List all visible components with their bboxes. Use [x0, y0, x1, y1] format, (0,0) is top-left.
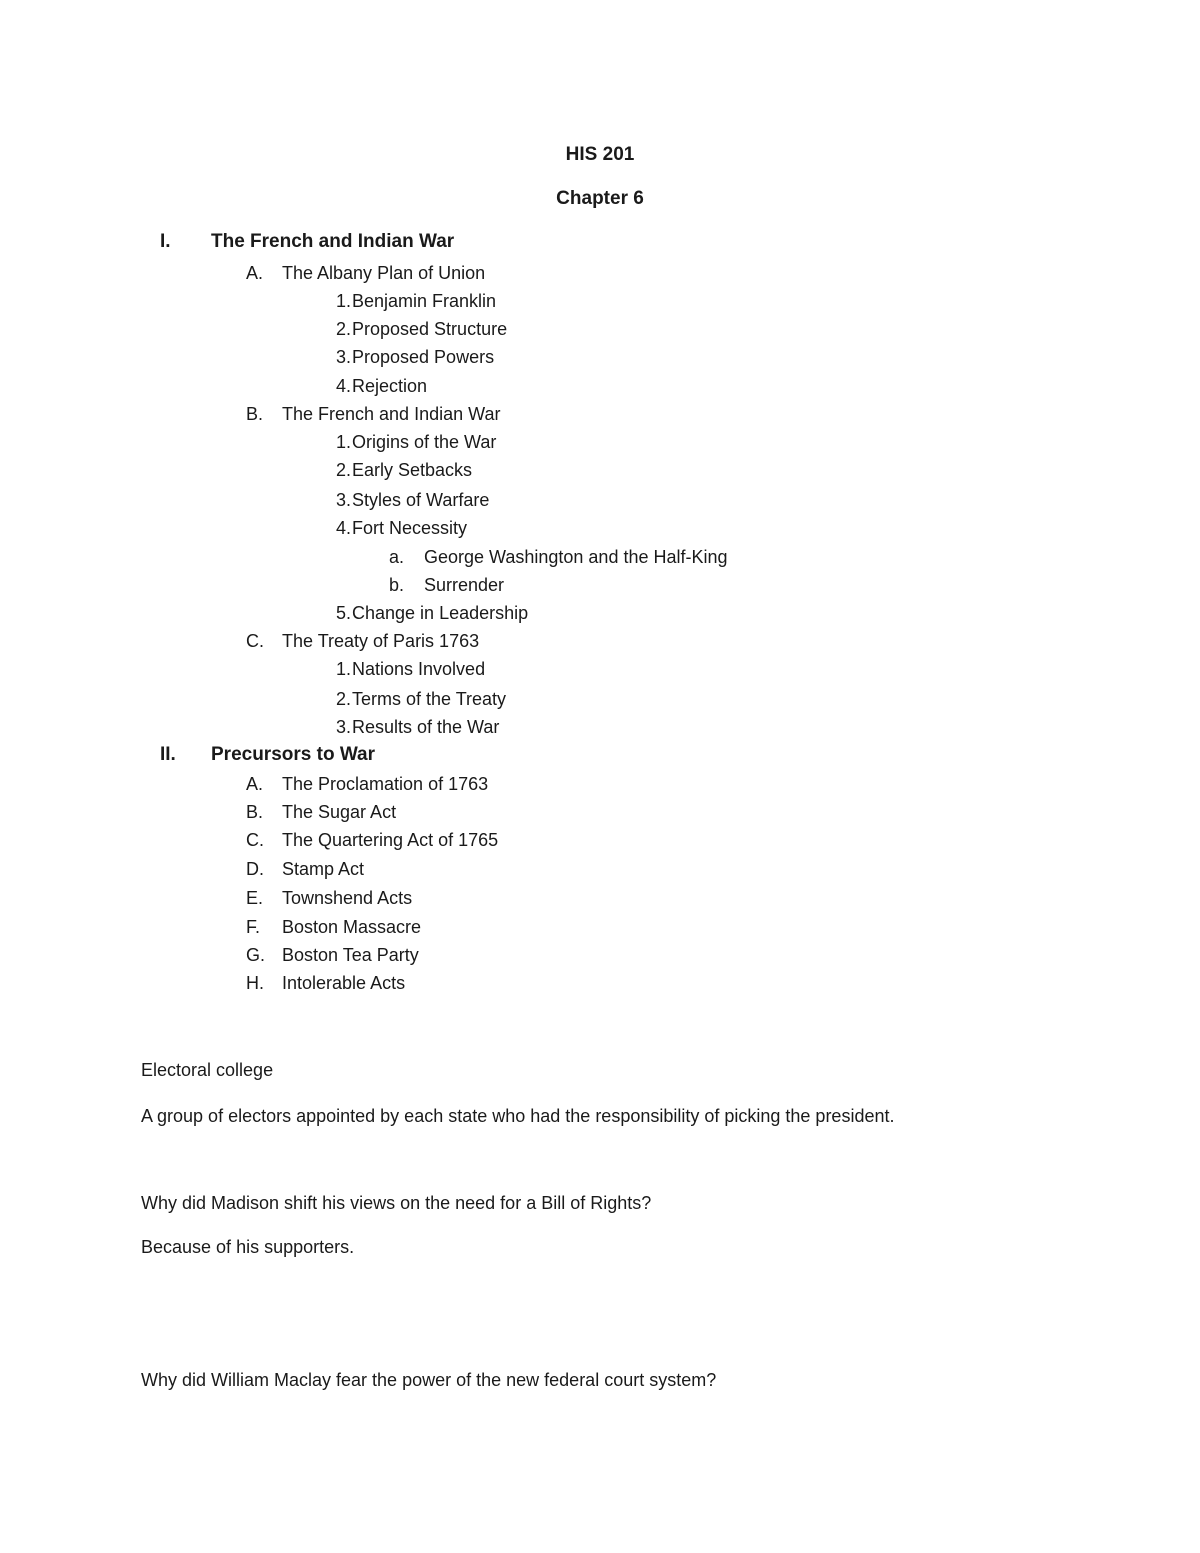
- outline-text: The French and Indian War: [282, 404, 501, 424]
- outline-text: The Sugar Act: [282, 802, 397, 822]
- outline-text: The Proclamation of 1763: [282, 774, 489, 794]
- outline-text: Surrender: [424, 575, 505, 595]
- outline-text: Intolerable Acts: [282, 973, 406, 993]
- chapter-title: Chapter 6: [556, 188, 644, 209]
- outline-text: The Quartering Act of 1765: [282, 830, 499, 850]
- outline-letter: B.: [246, 802, 264, 822]
- section-2-title: Precursors to War: [211, 744, 376, 765]
- outline-text: Rejection: [352, 376, 428, 396]
- outline-text: Townshend Acts: [282, 888, 413, 908]
- section-2-marker: II.: [160, 744, 176, 765]
- outline-number: 3.: [336, 717, 352, 737]
- outline-number: 4.: [336, 518, 352, 538]
- outline-number: 2.: [336, 319, 352, 339]
- outline-letter: A.: [246, 774, 264, 794]
- outline-number: 5.: [336, 603, 352, 623]
- outline-text: Terms of the Treaty: [352, 689, 507, 709]
- note-answer: Because of his supporters.: [141, 1237, 355, 1257]
- outline-letter: E.: [246, 888, 264, 908]
- outline-text: Benjamin Franklin: [352, 291, 497, 311]
- note-definition: A group of electors appointed by each state who had the responsibility of picking the president.: [141, 1106, 895, 1126]
- outline-letter: a.: [389, 547, 405, 567]
- outline-text: Boston Massacre: [282, 917, 422, 937]
- outline-marker: C.: [246, 631, 264, 651]
- outline-text: The Albany Plan of Union: [282, 263, 486, 283]
- outline-letter: H.: [246, 973, 264, 993]
- note-question: Why did William Maclay fear the power of the new federal court system?: [141, 1370, 717, 1390]
- outline-text: The Treaty of Paris 1763: [282, 631, 480, 651]
- outline-letter: D.: [246, 859, 264, 879]
- outline-text: Stamp Act: [282, 859, 365, 879]
- outline-number: 1.: [336, 432, 352, 452]
- outline-text: Origins of the War: [352, 432, 497, 452]
- outline-text: Early Setbacks: [352, 460, 473, 480]
- outline-letter: b.: [389, 575, 405, 595]
- outline-number: 3.: [336, 347, 352, 367]
- outline-number: 4.: [336, 376, 352, 396]
- outline-text: Proposed Powers: [352, 347, 495, 367]
- outline-number: 1.: [336, 659, 352, 679]
- outline-text: Styles of Warfare: [352, 490, 490, 510]
- note-term: Electoral college: [141, 1060, 274, 1080]
- outline-text: Fort Necessity: [352, 518, 468, 538]
- outline-letter: F.: [246, 917, 261, 937]
- outline-number: 3.: [336, 490, 352, 510]
- outline-marker: B.: [246, 404, 264, 424]
- section-1-marker: I.: [160, 231, 171, 252]
- outline-number: 2.: [336, 460, 352, 480]
- outline-text: Proposed Structure: [352, 319, 508, 339]
- outline-text: Results of the War: [352, 717, 500, 737]
- outline-text: Change in Leadership: [352, 603, 529, 623]
- outline-text: George Washington and the Half-King: [424, 547, 728, 567]
- outline-letter: C.: [246, 830, 264, 850]
- course-title: HIS 201: [565, 144, 635, 165]
- outline-marker: A.: [246, 263, 264, 283]
- outline-number: 2.: [336, 689, 352, 709]
- outline-text: Boston Tea Party: [282, 945, 419, 965]
- outline-text: Nations Involved: [352, 659, 486, 679]
- section-1-title: The French and Indian War: [211, 231, 455, 252]
- outline-number: 1.: [336, 291, 352, 311]
- note-question: Why did Madison shift his views on the need for a Bill of Rights?: [141, 1193, 652, 1213]
- outline-letter: G.: [246, 945, 266, 965]
